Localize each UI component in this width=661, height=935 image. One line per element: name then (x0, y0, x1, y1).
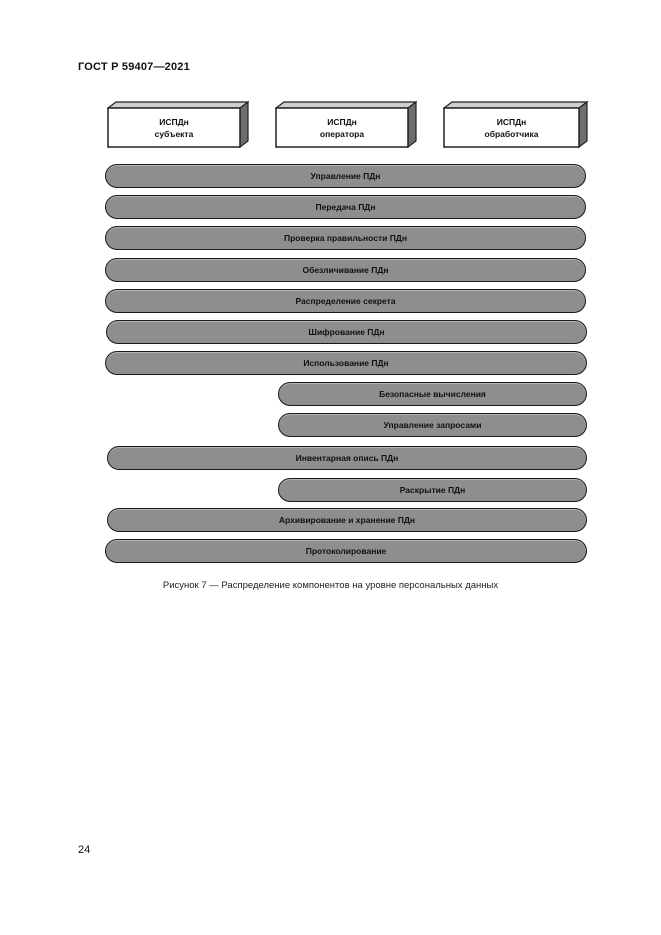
component-bar (105, 351, 587, 375)
component-label: Инвентарная опись ПДн (295, 453, 399, 463)
component-bar (105, 195, 586, 219)
system-box-title: ИСПДн (327, 116, 357, 127)
component-bar (278, 478, 587, 502)
component-label: Передача ПДн (315, 202, 376, 212)
component-label: Распределение секрета (295, 296, 396, 306)
document-header: ГОСТ Р 59407—2021 (78, 61, 190, 73)
system-box-subtitle: оператора (319, 128, 365, 139)
component-label: Протоколирование (305, 546, 387, 556)
system-box-subtitle: обработчика (484, 128, 539, 139)
component-bar (105, 539, 587, 563)
system-box-processor (443, 101, 573, 139)
page-number: 24 (78, 844, 91, 856)
component-label: Шифрование ПДн (308, 327, 385, 337)
system-box-title: ИСПДн (159, 116, 189, 127)
component-label: Раскрытие ПДн (399, 485, 466, 495)
component-label: Безопасные вычисления (379, 389, 486, 399)
system-box-title: ИСПДн (496, 116, 527, 127)
component-bar (107, 446, 587, 470)
component-bar (105, 258, 586, 282)
component-label: Использование ПДн (303, 358, 389, 368)
component-bar (278, 413, 587, 437)
component-label: Обезличивание ПДн (302, 265, 389, 275)
component-label: Управление ПДн (310, 171, 381, 181)
system-box-subject (107, 101, 237, 139)
figure-caption: Рисунок 7 — Распределение компонентов на уровне персональных данных (162, 580, 499, 591)
component-bar (105, 289, 586, 313)
component-label: Управление запросами (383, 420, 482, 430)
component-bar (105, 226, 586, 250)
component-label: Архивирование и хранение ПДн (278, 515, 416, 525)
component-bar (106, 320, 587, 344)
component-bar (107, 508, 587, 532)
system-box-operator (275, 101, 405, 139)
component-bar (278, 382, 587, 406)
component-label: Проверка правильности ПДн (284, 233, 407, 243)
component-bar (105, 164, 586, 188)
system-box-subtitle: субъекта (154, 128, 194, 139)
